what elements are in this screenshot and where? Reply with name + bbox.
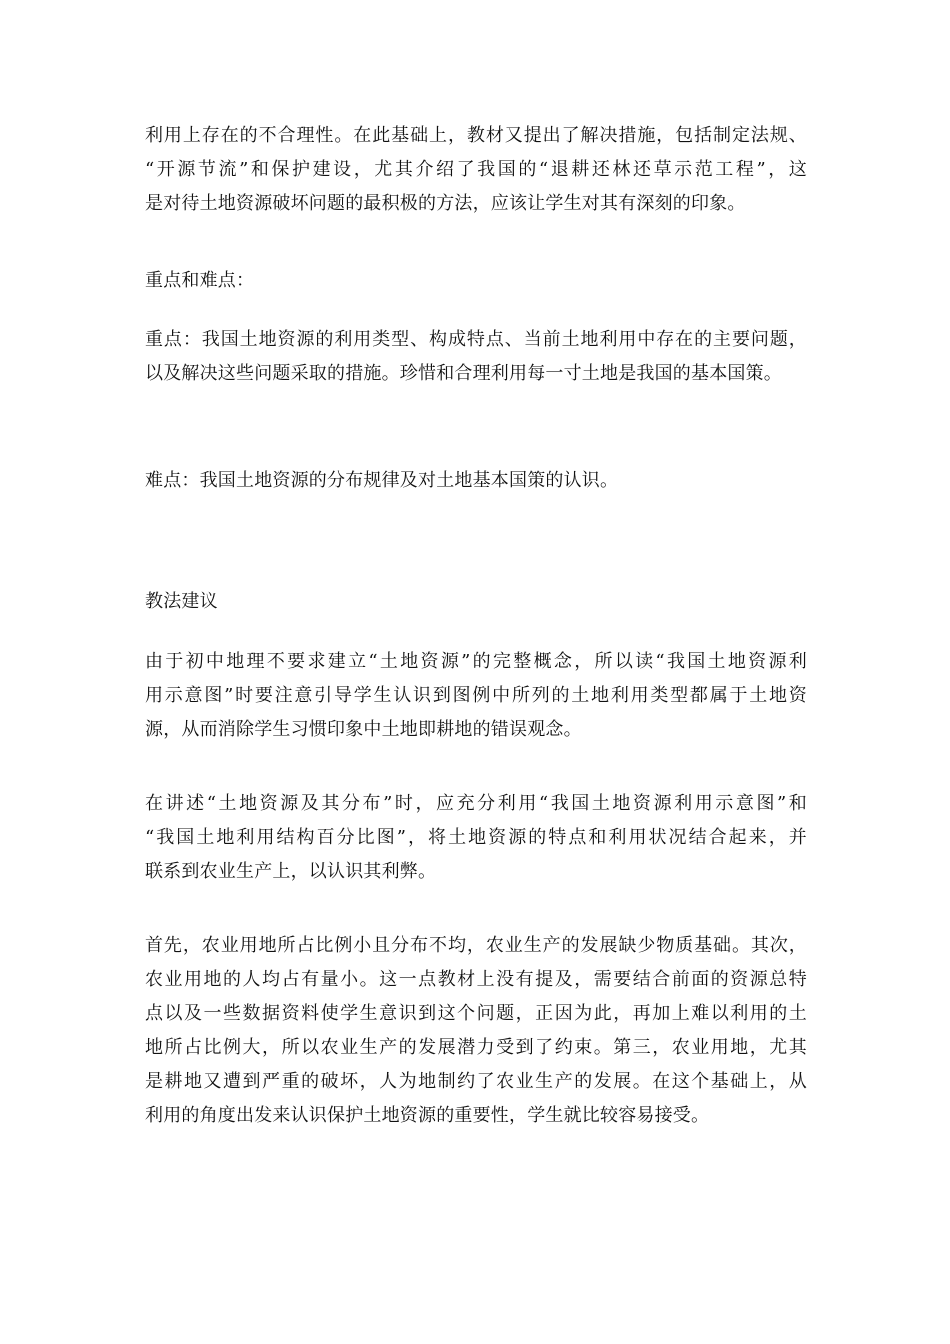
text-line: “我国土地利用结构百分比图”，将土地资源的特点和利用状况结合起来，并	[145, 827, 807, 848]
text-line: 联系到农业生产上，以认识其利弊。	[145, 861, 437, 882]
heading-text: 教法建议	[145, 591, 218, 612]
heading-key-and-difficult-points	[145, 264, 807, 298]
paragraph-land-resource-concept	[145, 645, 807, 747]
text-line: 用示意图”时要注意引导学生认识到图例中所列的土地利用类型都属于土地资	[145, 685, 807, 706]
text-line: 地所占比例大，所以农业生产的发展潜力受到了约束。第三，农业用地，尤其	[145, 1037, 807, 1058]
heading-text: 重点和难点：	[145, 270, 255, 291]
paragraph-difficult-points	[145, 464, 807, 498]
text-line: 以及解决这些问题采取的措施。珍惜和合理利用每一寸土地是我国的基本国策。	[145, 363, 782, 384]
text-line: 是对待土地资源破坏问题的最积极的方法，应该让学生对其有深刻的印象。	[145, 193, 746, 214]
text-line: 点以及一些数据资料使学生意识到这个问题，正因为此，再加上难以利用的土	[145, 1003, 807, 1024]
text-line: 在讲述“土地资源及其分布”时，应充分利用“我国土地资源利用示意图”和	[145, 793, 807, 814]
text-line: 农业用地的人均占有量小。这一点教材上没有提及，需要结合前面的资源总特	[145, 969, 807, 990]
text-line: 由于初中地理不要求建立“土地资源”的完整概念，所以读“我国土地资源利	[145, 651, 807, 672]
paragraph-land-use-problems	[145, 119, 807, 221]
text-line: 利用上存在的不合理性。在此基础上，教材又提出了解决措施，包括制定法规、	[145, 125, 807, 146]
text-line: 利用的角度出发来认识保护土地资源的重要性，学生就比较容易接受。	[145, 1105, 710, 1126]
paragraph-land-distribution	[145, 787, 807, 889]
paragraph-key-points	[145, 323, 807, 391]
text-line: 是耕地又遭到严重的破坏，人为地制约了农业生产的发展。在这个基础上，从	[145, 1071, 807, 1092]
heading-teaching-suggestions	[145, 585, 807, 619]
text-line: 首先，农业用地所占比例小且分布不均，农业生产的发展缺少物质基础。其次，	[145, 935, 807, 956]
text-line: 源，从而消除学生习惯印象中土地即耕地的错误观念。	[145, 719, 582, 740]
text-line: 难点：我国土地资源的分布规律及对土地基本国策的认识。	[145, 470, 619, 491]
paragraph-agricultural-land	[145, 929, 807, 1133]
text-line: 重点：我国土地资源的利用类型、构成特点、当前土地利用中存在的主要问题，	[145, 329, 807, 350]
text-line: “开源节流”和保护建设，尤其介绍了我国的“退耕还林还草示范工程”，这	[145, 159, 807, 180]
